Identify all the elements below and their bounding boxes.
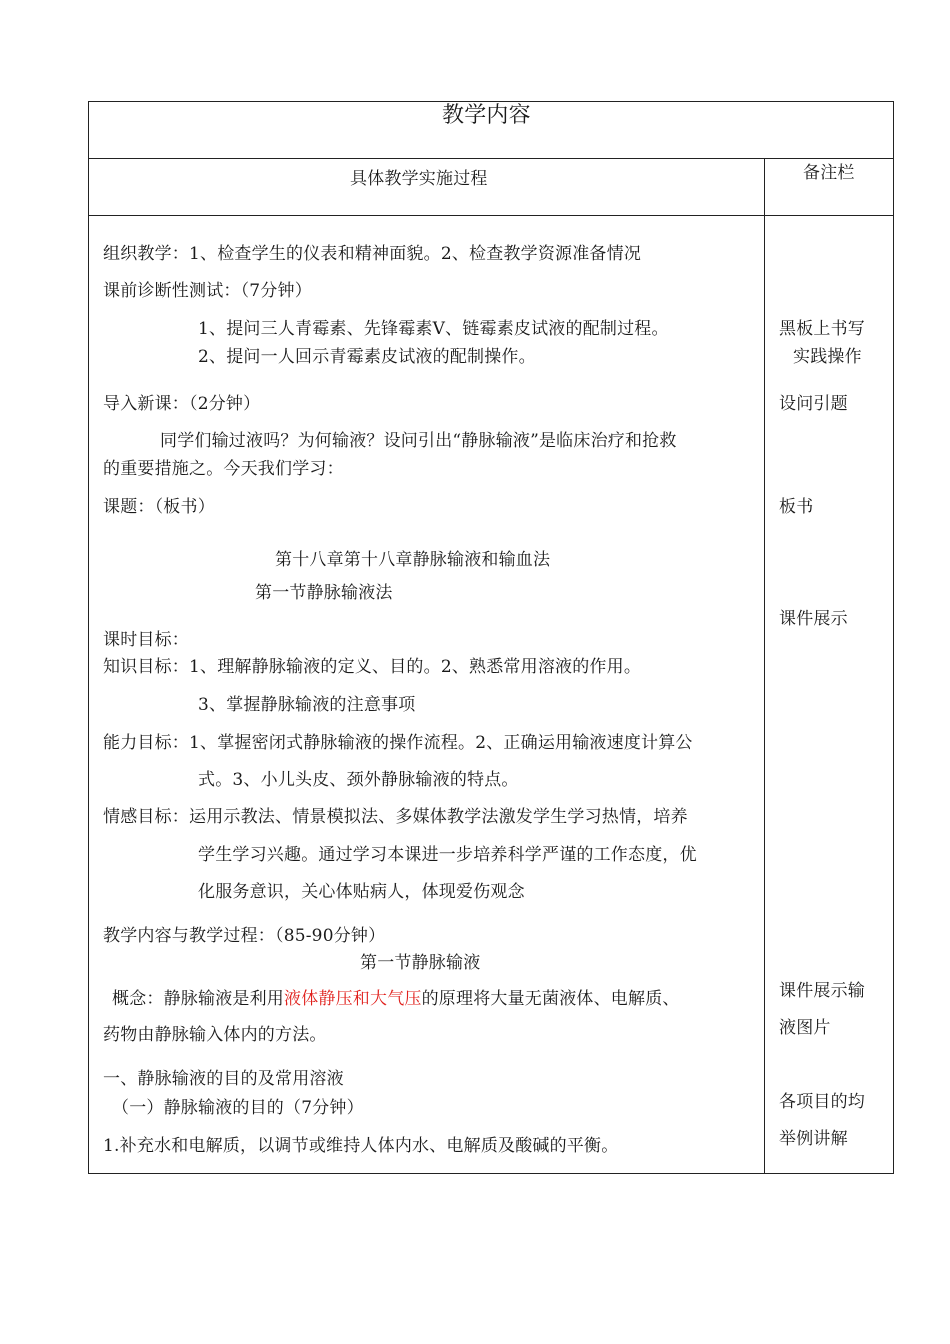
note-examples-line-1: 各项目的均 (779, 1092, 865, 1112)
knowledge-goal-line-1: 知识目标：1、理解静脉输液的定义、目的。2、熟悉常用溶液的作用。 (103, 657, 642, 677)
header-divider (89, 158, 893, 159)
note-board-writing: 板书 (779, 497, 814, 517)
concept-highlight: 液体静压和大气压 (284, 989, 422, 1009)
ability-goal-line-2: 式。3、小儿头皮、颈外静脉输液的特点。 (198, 770, 519, 790)
note-slides-infusion-line-2: 液图片 (779, 1018, 831, 1038)
topic-heading: 课题：（板书） (103, 497, 215, 517)
concept-line-2: 药物由静脉输入体内的方法。 (103, 1025, 327, 1045)
concept-text-a: 概念：静脉输液是利用 (112, 989, 284, 1009)
note-question-intro: 设问引题 (779, 394, 848, 414)
note-examples-line-2: 举例讲解 (779, 1129, 848, 1149)
org-teaching: 组织教学：1、检查学生的仪表和精神面貌。2、检查教学资源准备情况 (103, 244, 642, 264)
process-column-header: 具体教学实施过程 (350, 169, 488, 189)
section-title: 第一节静脉输液法 (255, 583, 393, 603)
knowledge-goal-line-2: 3、掌握静脉输液的注意事项 (198, 695, 416, 715)
goals-heading: 课时目标： (103, 630, 189, 650)
pretest-item-2: 2、提问一人回示青霉素皮试液的配制操作。 (198, 347, 536, 367)
pretest-item-1: 1、提问三人青霉素、先锋霉素V、链霉素皮试液的配制过程。 (198, 319, 669, 339)
intro-paragraph-line-2: 的重要措施之。今天我们学习： (103, 459, 344, 479)
note-blackboard: 黑板上书写 (779, 319, 865, 339)
note-practice: 实践操作 (793, 347, 862, 367)
concept-line-1 (112, 988, 680, 1010)
intro-paragraph-line-1: 同学们输过液吗？为何输液？设问引出“静脉输液”是临床治疗和抢救 (160, 431, 677, 451)
note-slides-infusion-line-1: 课件展示输 (779, 981, 865, 1001)
process-heading: 教学内容与教学过程：（85-90分钟） (103, 926, 386, 946)
purpose-heading: 一、静脉输液的目的及常用溶液 (103, 1069, 344, 1089)
notes-column-header: 备注栏 (803, 163, 855, 183)
subheader-divider (89, 215, 893, 216)
purpose-subheading: （一）静脉输液的目的（7分钟） (112, 1098, 364, 1118)
emotion-goal-line-2: 学生学习兴趣。通过学习本课进一步培养科学严谨的工作态度，优 (198, 845, 697, 865)
purpose-item-1: 1.补充水和电解质，以调节或维持人体内水、电解质及酸碱的平衡。 (103, 1136, 619, 1156)
emotion-goal-line-3: 化服务意识，关心体贴病人，体现爱伤观念 (198, 882, 525, 902)
emotion-goal-line-1: 情感目标：运用示教法、情景模拟法、多媒体教学法激发学生学习热情，培养 (103, 807, 688, 827)
ability-goal-line-1: 能力目标：1、掌握密闭式静脉输液的操作流程。2、正确运用输液速度计算公 (103, 733, 693, 753)
section-1-title: 第一节静脉输液 (360, 953, 481, 973)
concept-text-b: 的原理将大量无菌液体、电解质、 (421, 989, 680, 1009)
intro-heading: 导入新课：（2分钟） (103, 394, 261, 414)
note-slides: 课件展示 (779, 609, 848, 629)
pretest-heading: 课前诊断性测试：（7分钟） (103, 281, 312, 301)
table-title: 教学内容 (442, 103, 531, 128)
chapter-title: 第十八章第十八章静脉输液和输血法 (275, 550, 551, 570)
column-divider (764, 159, 765, 1173)
